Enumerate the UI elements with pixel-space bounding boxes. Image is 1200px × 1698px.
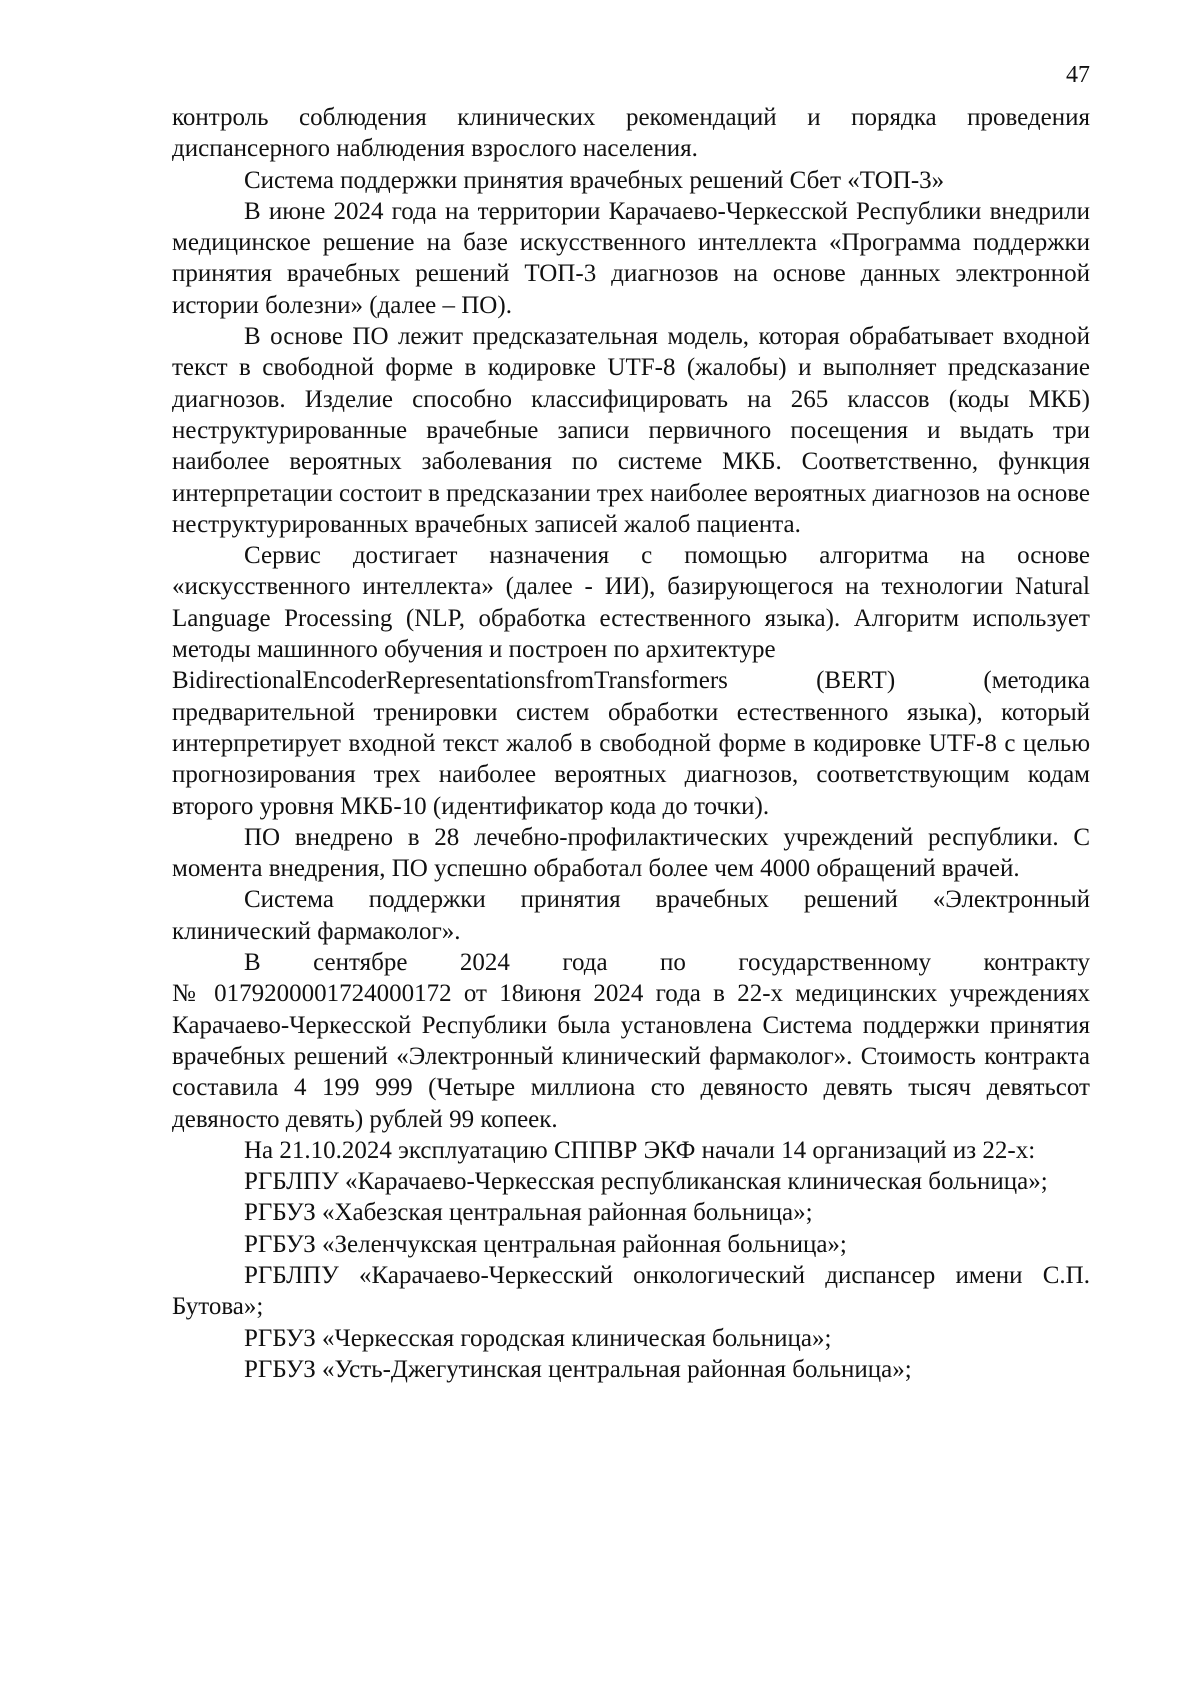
list-item-organization: РГБУЗ «Зеленчукская центральная районная больница»; bbox=[244, 1230, 847, 1258]
section-heading-top3: Система поддержки принятия врачебных решений Сбет «ТОП-3» bbox=[244, 166, 945, 194]
list-item-organization: РГБУЗ «Хабезская центральная районная больница»; bbox=[244, 1199, 813, 1227]
word: года bbox=[562, 949, 608, 977]
paragraph-contract-cont: № 0179200001724000172 от 18июня 2024 года в 22-х медицинских учреждениях Карачаево-Черкесской Республики была установлена Система поддержки принятия врачебных решений «Электронный клинический фармаколог». Стоимость контракта составила 4 199 999 (Четыре миллиона сто девяносто девять тысяч девятьсот девяносто девять) рублей 99 копеек. bbox=[172, 980, 1090, 1133]
word: BidirectionalEncoderRepresentationsfromTransformers bbox=[172, 667, 728, 695]
word: контракту bbox=[983, 949, 1090, 977]
list-item-organization: РГБЛПУ «Карачаево-Черкесский онкологический диспансер имени С.П. Бутова»; bbox=[172, 1261, 1090, 1321]
word: по bbox=[660, 949, 686, 977]
word: В bbox=[244, 949, 261, 977]
list-item-organization: РГБУЗ «Усть-Джегутинская центральная районная больница»; bbox=[244, 1355, 912, 1383]
paragraph-deployment: ПО внедрено в 28 лечебно-профилактических учреждений республики. С момента внедрения, ПО успешно обработал более чем 4000 обращений врачей. bbox=[172, 823, 1090, 883]
page-number: 47 bbox=[1066, 62, 1090, 88]
paragraph-contract-line bbox=[172, 947, 1090, 978]
list-item-organization: РГБЛПУ «Карачаево-Черкесская республиканская клиническая больница»; bbox=[244, 1168, 1048, 1196]
paragraph-ai-service: Сервис достигает назначения с помощью алгоритма на основе «искусственного интеллекта» (далее - ИИ), базирующегося на технологии Natural Language Processing (NLP, обработка естественного языка). Алгоритм использует методы машинного обучения и построен по архитектуре bbox=[172, 542, 1090, 664]
word: сентябре bbox=[313, 949, 408, 977]
word: (BERT) bbox=[816, 667, 896, 695]
paragraph-continuation: контроль соблюдения клинических рекомендаций и порядка проведения диспансерного наблюдения взрослого населения. bbox=[172, 104, 1090, 163]
document-body bbox=[172, 102, 1090, 1385]
section-heading-pharmacologist: Система поддержки принятия врачебных решений «Электронный клинический фармаколог». bbox=[172, 886, 1090, 945]
paragraph-ai-service-line bbox=[172, 665, 1090, 696]
paragraph-ai-service-cont: предварительной тренировки систем обработки естественного языка), который интерпретирует входной текст жалоб в свободной форме в кодировке UTF-8 с целью прогнозирования трех наиболее вероятных диагнозов, соответствующим кодам второго уровня МКБ-10 (идентификатор кода до точки). bbox=[172, 698, 1090, 820]
word: (методика bbox=[983, 667, 1090, 695]
paragraph-model-description: В основе ПО лежит предсказательная модель, которая обрабатывает входной текст в свободной форме в кодировке UTF-8 (жалобы) и выполняет предсказание диагнозов. Изделие способно классифицировать на 265 классов (коды МКБ) неструктурированные врачебные записи первичного посещения и выдать три наиболее вероятных заболевания по системе МКБ. Соответственно, функция интерпретации состоит в предсказании трех наиболее вероятных диагнозов на основе неструктурированных врачебных записей жалоб пациента. bbox=[172, 323, 1090, 538]
word: государственному bbox=[738, 949, 932, 977]
paragraph-exploitation: На 21.10.2024 эксплуатацию СППВР ЭКФ начали 14 организаций из 22-х: bbox=[244, 1136, 1036, 1164]
word: 2024 bbox=[459, 949, 510, 977]
paragraph-top3-intro: В июне 2024 года на территории Карачаево-Черкесской Республики внедрили медицинское решение на базе искусственного интеллекта «Программа поддержки принятия врачебных решений ТОП-3 диагнозов на основе данных электронной истории болезни» (далее – ПО). bbox=[172, 197, 1090, 319]
list-item-organization: РГБУЗ «Черкесская городская клиническая больница»; bbox=[244, 1324, 832, 1352]
